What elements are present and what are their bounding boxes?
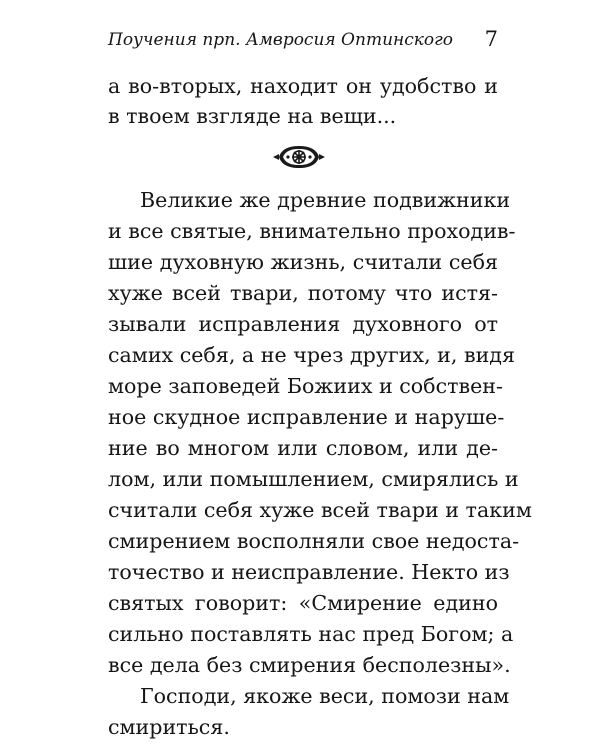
text-line: самих себя, а не чрез других, и, видя [108, 343, 515, 367]
text-line: ное скудное исправление и наруше- [108, 405, 505, 429]
page-number: 7 [484, 27, 498, 51]
text-line: Великие же древние подвижники [140, 188, 511, 212]
text-line: сильно поставлять нас пред Богом; а [108, 622, 514, 646]
text-line: смириться. [108, 715, 230, 739]
text-line: лом, или помышлением, смирялись и [108, 467, 519, 491]
text-line: святых говорит: «Смирение едино [108, 591, 498, 615]
text-line: все дела без смирения бесполезны». [108, 653, 511, 677]
text-line: считали себя хуже всей твари и таким [108, 498, 532, 522]
running-head [108, 28, 498, 54]
text-line: точество и неисправление. Некто из [108, 560, 510, 584]
text-line: в твоем взгляде на вещи... [108, 104, 397, 128]
text-line: и все святые, внимательно проходив- [108, 219, 516, 243]
text-line: Господи, якоже веси, помози нам [140, 684, 510, 708]
text-line: море заповедей Божиих и собствен- [108, 374, 503, 398]
text-line: смирением восполняли свое недоста- [108, 529, 520, 553]
text-line: хуже всей твари, потому что истя- [108, 281, 498, 305]
text-line: шие духовную жизнь, считали себя [108, 250, 498, 274]
running-title: Поучения прп. Амвросия Оптинского [108, 30, 453, 50]
text-line: а во-вторых, находит он удобство и [108, 74, 498, 98]
text-line: зывали исправления духовного от [108, 312, 498, 336]
decorative-ornament-icon [271, 143, 327, 171]
text-line: ние во многом или словом, или де- [108, 436, 498, 460]
